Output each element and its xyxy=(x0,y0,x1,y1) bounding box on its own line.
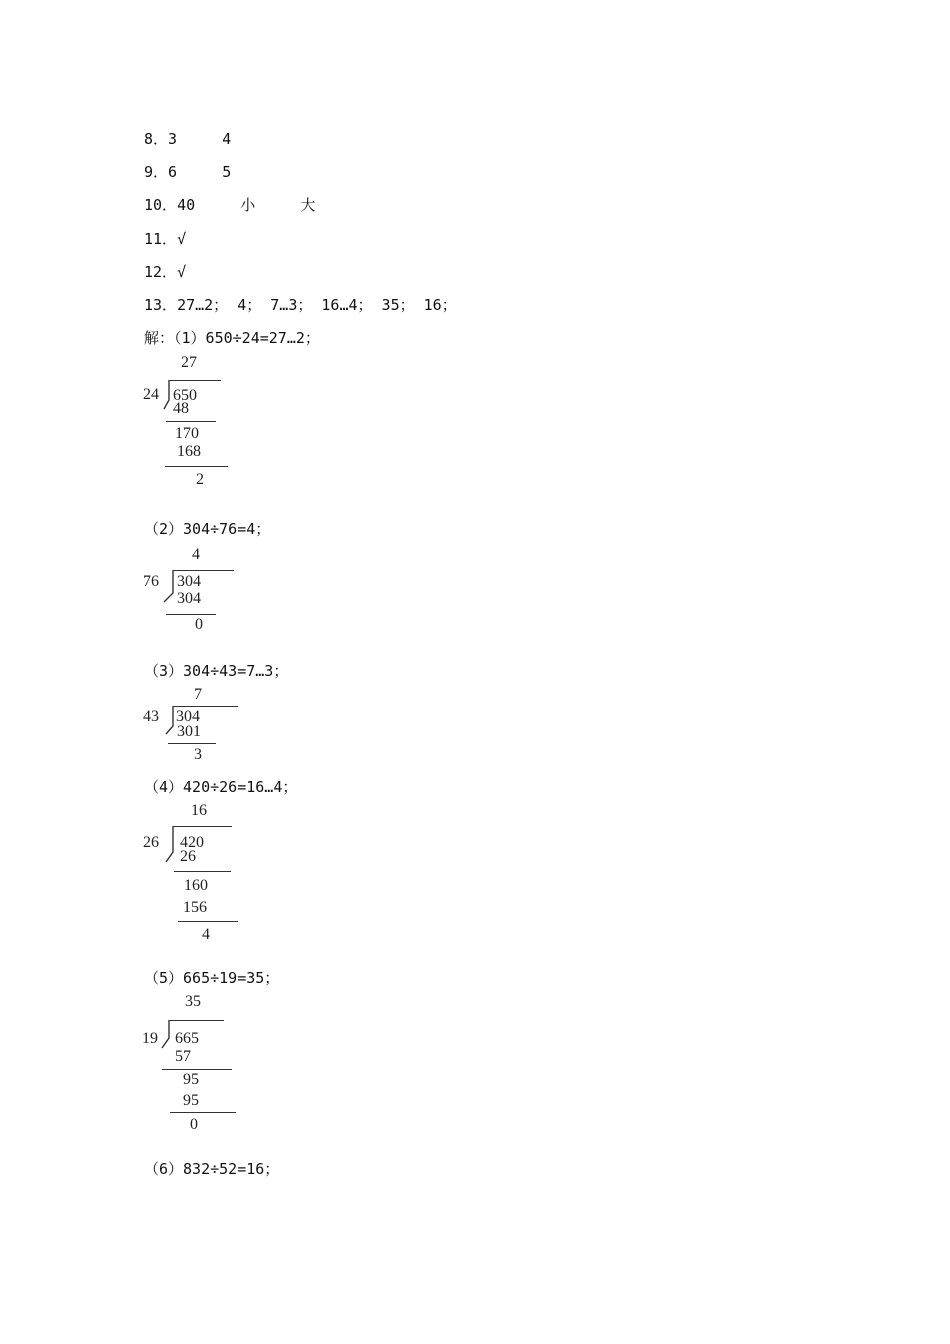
long-division-4 xyxy=(140,800,250,945)
divisor: 26 xyxy=(143,834,159,851)
step-line xyxy=(166,614,216,615)
dividend: 420 xyxy=(180,834,204,851)
step-value: 156 xyxy=(183,899,207,916)
division-bar xyxy=(173,570,234,571)
step-line xyxy=(174,871,231,872)
solution-label-line: 解：（1）650÷24=27…2； xyxy=(144,329,320,347)
answer-10: 10．40 小 大 xyxy=(144,196,316,214)
long-division-3 xyxy=(140,684,250,768)
answer-8: 8．3 4 xyxy=(144,130,232,148)
step-value: 95 xyxy=(183,1092,199,1109)
step-value: 304 xyxy=(177,590,201,607)
step-value: 95 xyxy=(183,1071,199,1088)
quotient: 27 xyxy=(181,354,197,371)
quotient: 4 xyxy=(192,546,200,563)
quotient: 35 xyxy=(185,993,201,1010)
dividend: 304 xyxy=(177,573,201,590)
division-bar xyxy=(173,706,238,707)
dividend: 665 xyxy=(175,1030,199,1047)
dividend: 304 xyxy=(176,708,200,725)
part-4-label: （4）420÷26=16…4； xyxy=(144,778,298,796)
quotient: 16 xyxy=(191,802,207,819)
part-2-label: （2）304÷76=4； xyxy=(144,520,271,538)
step-value: 48 xyxy=(173,400,189,417)
step-line xyxy=(168,743,216,744)
divisor: 24 xyxy=(143,386,159,403)
part-6-label: （6）832÷52=16； xyxy=(144,1160,280,1178)
long-division-1 xyxy=(140,350,240,495)
step-line xyxy=(165,466,228,467)
long-division-5 xyxy=(140,990,250,1138)
long-division-2 xyxy=(140,542,250,637)
quotient: 7 xyxy=(194,686,202,703)
part-5-label: （5）665÷19=35； xyxy=(144,969,280,987)
step-value: 301 xyxy=(177,723,201,740)
dividend: 650 xyxy=(173,387,197,404)
part-3-label: （3）304÷43=7…3； xyxy=(144,662,289,680)
answer-12: 12．√ xyxy=(144,263,187,281)
answer-11: 11．√ xyxy=(144,230,187,248)
step-line xyxy=(162,1069,232,1070)
step-value: 26 xyxy=(180,848,196,865)
step-line xyxy=(178,921,238,922)
divisor: 76 xyxy=(143,573,159,590)
divisor: 19 xyxy=(142,1030,158,1047)
step-value: 170 xyxy=(175,425,199,442)
step-line xyxy=(170,1112,236,1113)
remainder: 0 xyxy=(195,616,203,633)
division-bracket xyxy=(140,990,180,1060)
step-value: 57 xyxy=(175,1048,191,1065)
step-line xyxy=(166,421,216,422)
remainder: 0 xyxy=(190,1116,198,1133)
step-value: 160 xyxy=(184,877,208,894)
step-value: 168 xyxy=(177,443,201,460)
divisor: 43 xyxy=(143,708,159,725)
remainder: 4 xyxy=(202,926,210,943)
answer-9: 9．6 5 xyxy=(144,163,232,181)
remainder: 2 xyxy=(196,471,204,488)
remainder: 3 xyxy=(194,746,202,763)
division-bar xyxy=(173,826,232,827)
answer-13: 13．27…2； 4； 7…3； 16…4； 35； 16； xyxy=(144,296,457,314)
